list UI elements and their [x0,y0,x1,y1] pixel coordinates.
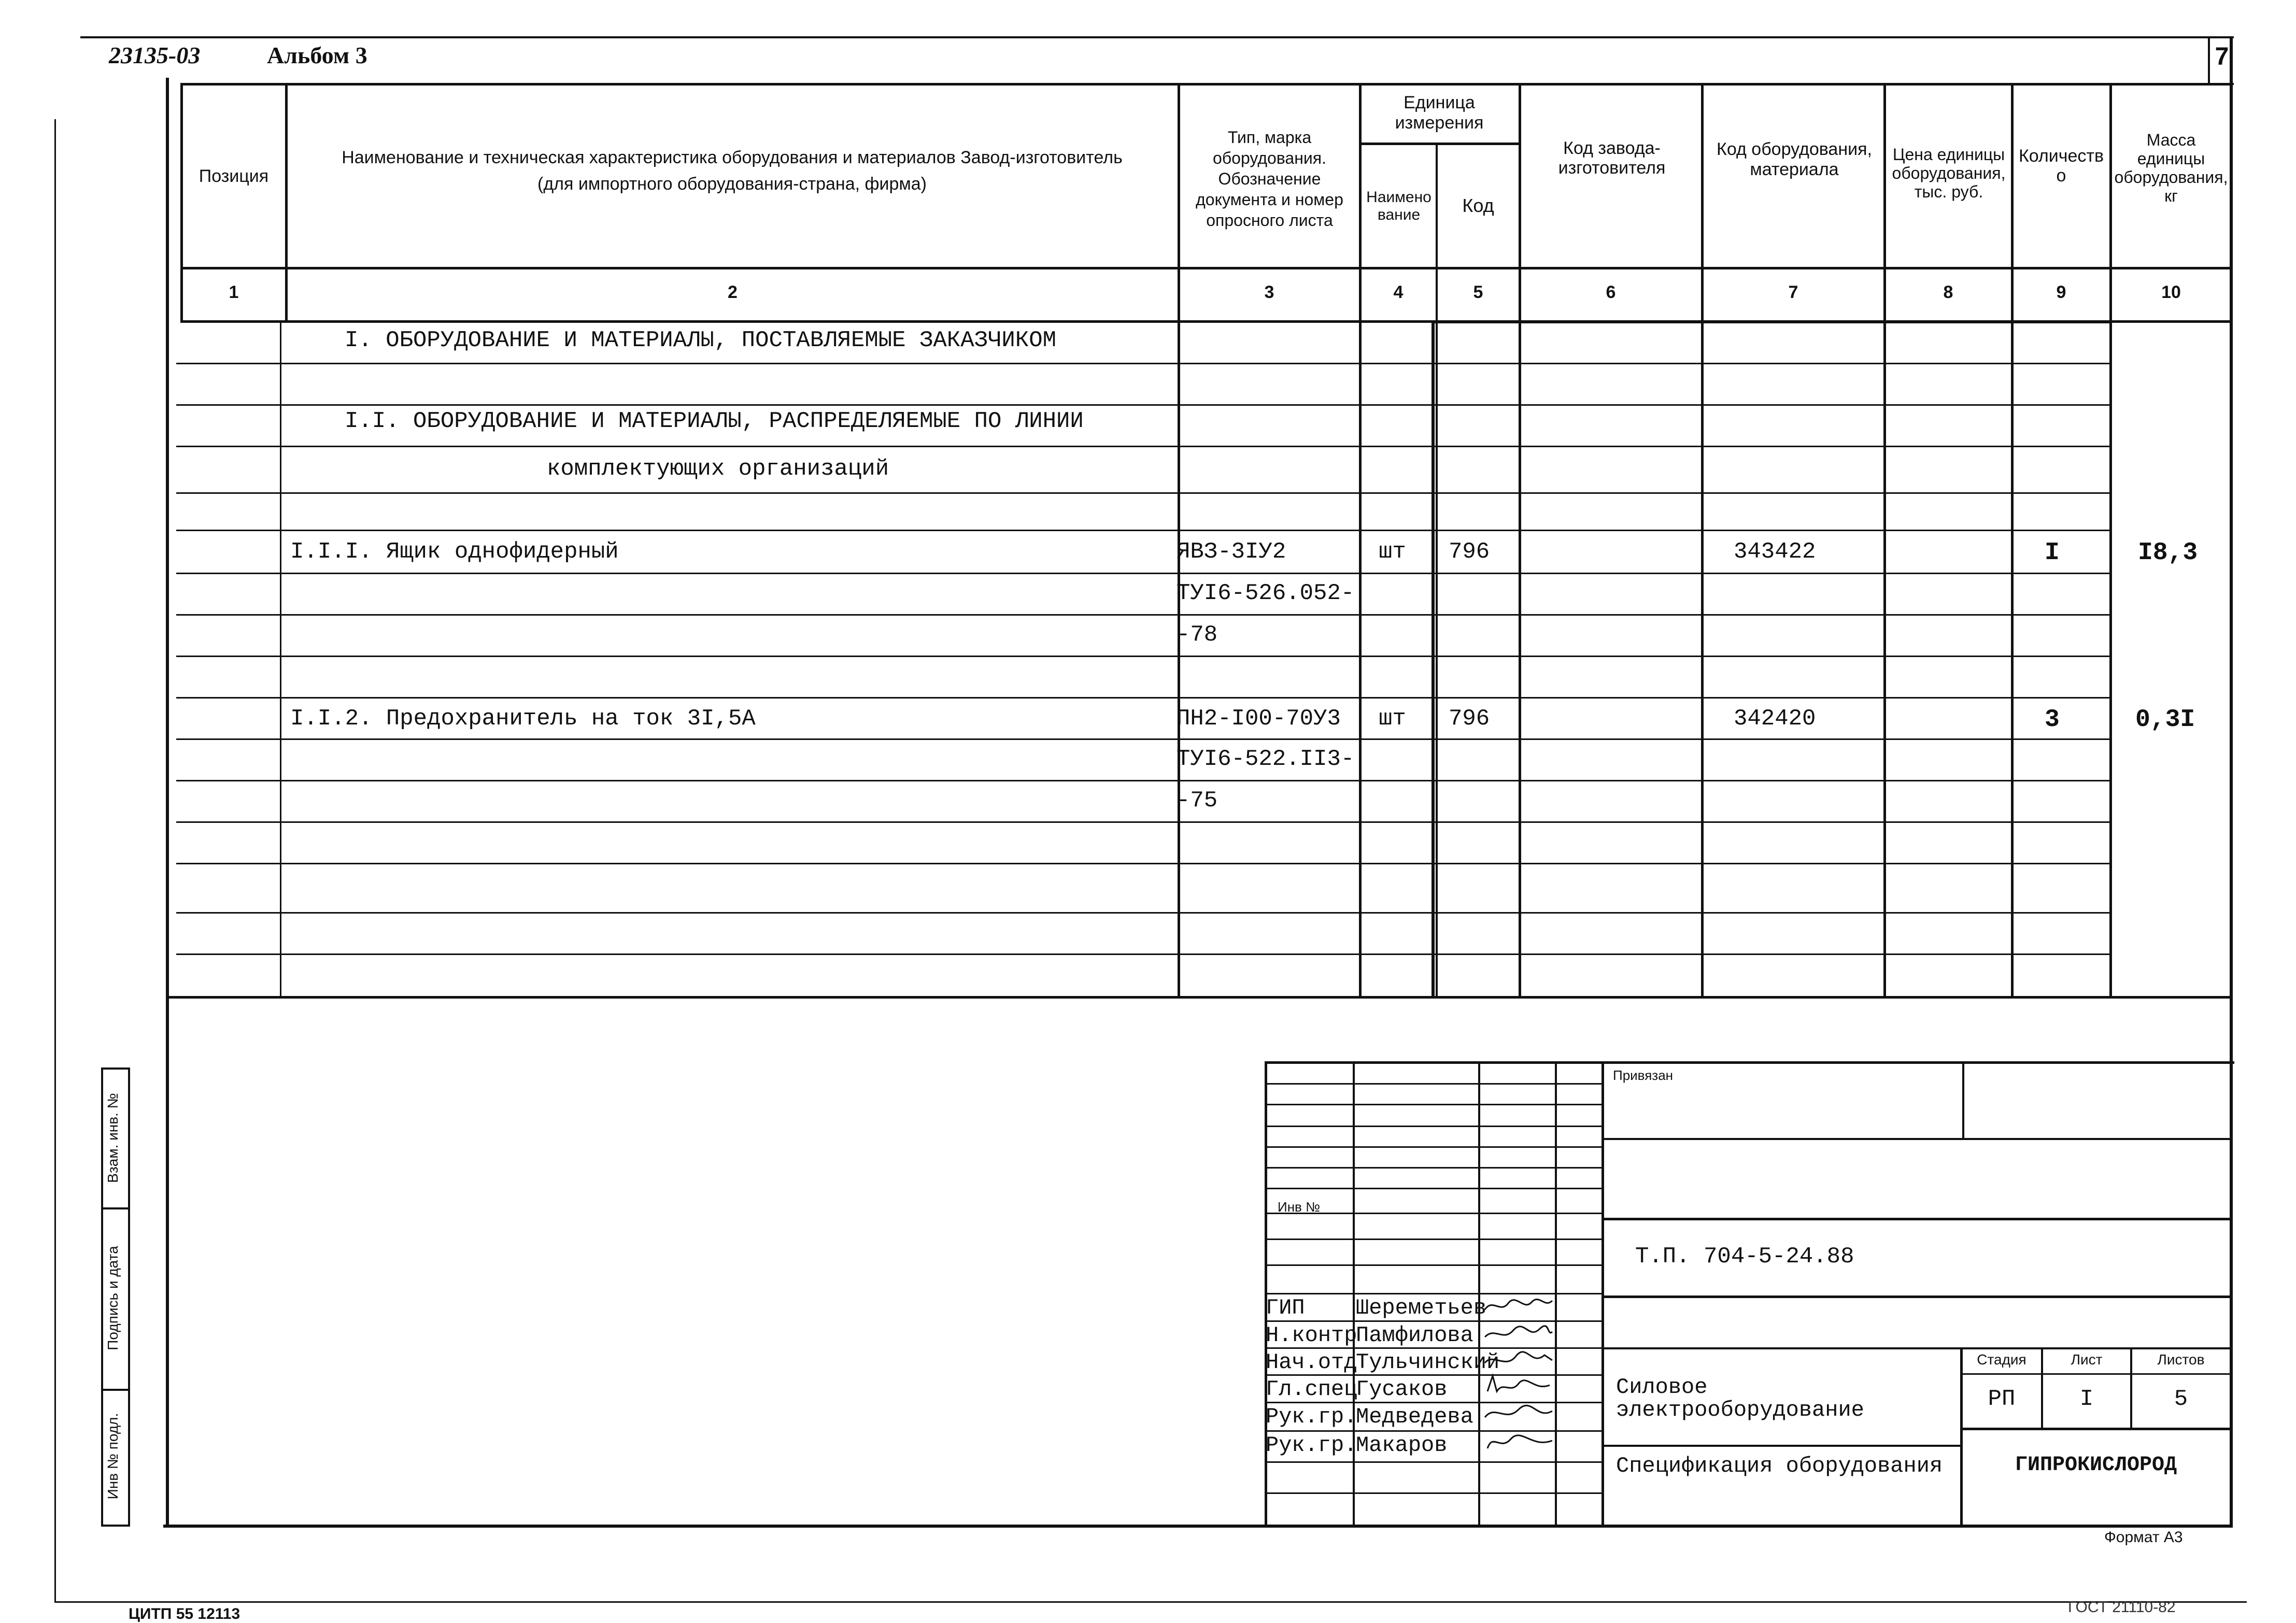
section-1-title: I. ОБОРУДОВАНИЕ И МАТЕРИАЛЫ, ПОСТАВЛЯЕМЫЕ ЗАКАЗЧИКОМ [345,328,1057,353]
signature-1 [1485,1299,1552,1309]
col-header-unit-code: Код [1462,195,1494,217]
signature-6 [1487,1435,1552,1448]
name-group-lead: Медведева [1356,1404,1473,1429]
signature-5 [1485,1405,1552,1417]
tb-vline [1962,1061,1964,1138]
original-inventory-label: Инв № подл. [105,1413,121,1500]
role-norm-control: Н.контр [1266,1323,1357,1348]
item-unit-code: 796 [1449,706,1490,732]
col-line [1519,83,1521,997]
col-num: 3 [1264,282,1274,302]
item-name: I.I.2. Предохранитель на ток 3I,5А [290,706,756,732]
signature-date-label: Подпись и дата [105,1246,121,1350]
row-line [176,363,2109,364]
outer-bottom-border [54,1601,2247,1603]
row-line [176,738,2109,740]
tb-hline [1265,1083,1601,1085]
doc-number: Т.П. 704-5-24.88 [1635,1244,1854,1270]
object-title: Силовое электрооборудование [1616,1375,1864,1423]
col-num: 5 [1473,282,1483,302]
frame-top [80,36,2234,38]
signature-2 [1485,1326,1552,1337]
item-type-line: ПН2-I00-70У3 [1177,706,1341,732]
col-header-price: Цена единицы оборудования, тыс. руб. [1892,145,2006,201]
item-mass: 0,3I [2135,706,2195,734]
col-header-position: Позиция [199,166,269,186]
tb-hline [1265,1492,1601,1494]
role-gip: ГИП [1266,1295,1305,1320]
col-header-unit-name: Наименование [1366,188,1432,223]
outer-left-border [54,119,56,1602]
strip-divider [101,1389,128,1391]
tb-hline [1960,1373,2232,1375]
col-num: 9 [2056,282,2066,302]
tb-hline [1265,1104,1601,1105]
tb-hline [1265,1238,1601,1240]
row-line [176,697,2109,699]
sheet-label: Лист [2071,1351,2103,1368]
frame-left [166,78,169,1527]
item-type-line: ЯВЗ-3IУ2 [1177,539,1286,565]
col-line [1359,83,1362,997]
row-line [176,821,2109,823]
row-line [176,863,2109,864]
tb-hline [1601,1295,2232,1298]
format-label: Формат А3 [2104,1529,2183,1546]
row-line [176,404,2109,406]
col-num: 8 [1943,282,1953,302]
col-num: 1 [229,282,239,302]
item-unit-code: 796 [1449,539,1490,565]
table-bottom-line [166,996,2231,999]
section-1-1-title: I.I. ОБОРУДОВАНИЕ И МАТЕРИАЛЫ, РАСПРЕДЕЛЯЕМЫЕ ПО ЛИНИИ [345,408,1084,434]
role-group-lead: Рук.гр. [1266,1404,1357,1429]
col-line [1436,143,1438,997]
item-unit: шт [1379,539,1406,565]
col-num: 7 [1788,282,1798,302]
section-1-1-subtitle: комплектующих организаций [547,456,889,482]
col-line [2109,83,2112,997]
item-equip-code: 342420 [1734,706,1816,732]
col-header-mass: Масса единицы оборудования, кг [2114,131,2228,205]
role-chief-specialist: Гл.спец [1266,1377,1357,1402]
stage-label: Стадия [1977,1351,2026,1368]
col-header-quantity: Количество [2018,146,2104,186]
name-norm-control: Памфилова [1356,1323,1473,1348]
col-header-equip-code: Код оборудования, материала [1717,139,1872,179]
row-line [176,953,2109,955]
album-label: Альбом 3 [267,42,367,68]
item-type-line: ТУI6-522.II3- [1177,746,1355,772]
signature-4 [1487,1376,1550,1391]
tb-hline [1265,1188,1601,1189]
right-stamp: ГОСТ 21110-82 [2068,1599,2176,1616]
item-unit: шт [1379,706,1406,732]
row-line [176,656,2109,657]
item-quantity: 3 [2045,706,2060,734]
item-type-line: ТУI6-526.052- [1177,580,1355,606]
name-group-lead: Макаров [1356,1433,1448,1458]
bold-grid-left [1432,320,1435,997]
col-line [280,320,281,997]
col-line [2011,83,2014,997]
item-type-line: -75 [1177,788,1218,814]
col-line [1701,83,1704,997]
item-mass: I8,3 [2138,539,2198,567]
item-equip-code: 343422 [1734,539,1816,565]
col-header-factory-code: Код завода-изготовителя [1558,138,1666,178]
inv-no-label: Инв № [1278,1199,1320,1215]
col-num: 10 [2161,282,2181,302]
tb-vline [1601,1061,1604,1525]
sheet-title: Спецификация оборудования [1616,1454,1943,1478]
sheets-value: 5 [2174,1386,2188,1412]
role-group-lead: Рук.гр. [1266,1433,1357,1458]
tb-hline [1960,1428,2232,1430]
tb-hline [1601,1138,2232,1140]
col-header-unit-group: Единица измерения [1395,93,1484,133]
tb-hline [1601,1347,2232,1349]
name-chief-specialist: Гусаков [1356,1377,1448,1402]
organization: ГИПРОКИСЛОРОД [2015,1454,2177,1477]
row-line [176,446,2109,447]
col-header-type: Тип, марка оборудования. Обозначение документа и номер опросного листа [1196,128,1343,230]
replacement-inventory-label: Взам. инв. № [105,1093,121,1183]
item-name: I.I.I. Ящик однофидерный [290,539,619,565]
row-line [176,492,2109,494]
signature-3 [1485,1352,1552,1363]
privyazan-label: Привязан [1613,1067,1674,1083]
name-dept-head: Тульчинский [1356,1350,1500,1375]
tb-hline [1265,1264,1601,1266]
tb-hline [1601,1445,1960,1447]
col-header-name: Наименование и техническая характеристика оборудования и материалов Завод-изготовитель (для импортного оборудования-страна, фирма) [342,148,1123,194]
row-line [176,573,2109,574]
sheet-number: 7 [2215,43,2229,70]
col-line [1883,83,1886,997]
row-line [176,530,2109,531]
stage-value: РП [1988,1386,2016,1412]
role-dept-head: Нач.отд [1266,1350,1357,1375]
left-stamp: ЦИТП 55 12113 [129,1605,240,1622]
header-bottom-line [180,267,2232,269]
tb-hline [1265,1146,1601,1148]
row-line [176,912,2109,914]
col-num: 4 [1393,282,1404,302]
tb-hline [1601,1218,2232,1220]
item-quantity: I [2045,539,2060,567]
bold-grid-top [1433,320,2109,323]
tb-hline [1265,1126,1601,1127]
col-num: 2 [728,282,738,302]
signature-scribbles [1482,1293,1555,1464]
col-num: 6 [1606,282,1616,302]
row-line [176,780,2109,781]
name-gip: Шереметьев [1356,1295,1487,1320]
sheet-value: I [2079,1386,2094,1412]
doc-code: 23135-03 [109,42,201,68]
tb-hline [1265,1167,1601,1169]
sheets-label: Листов [2157,1351,2205,1368]
item-type-line: -78 [1177,622,1218,648]
row-line [176,614,2109,616]
